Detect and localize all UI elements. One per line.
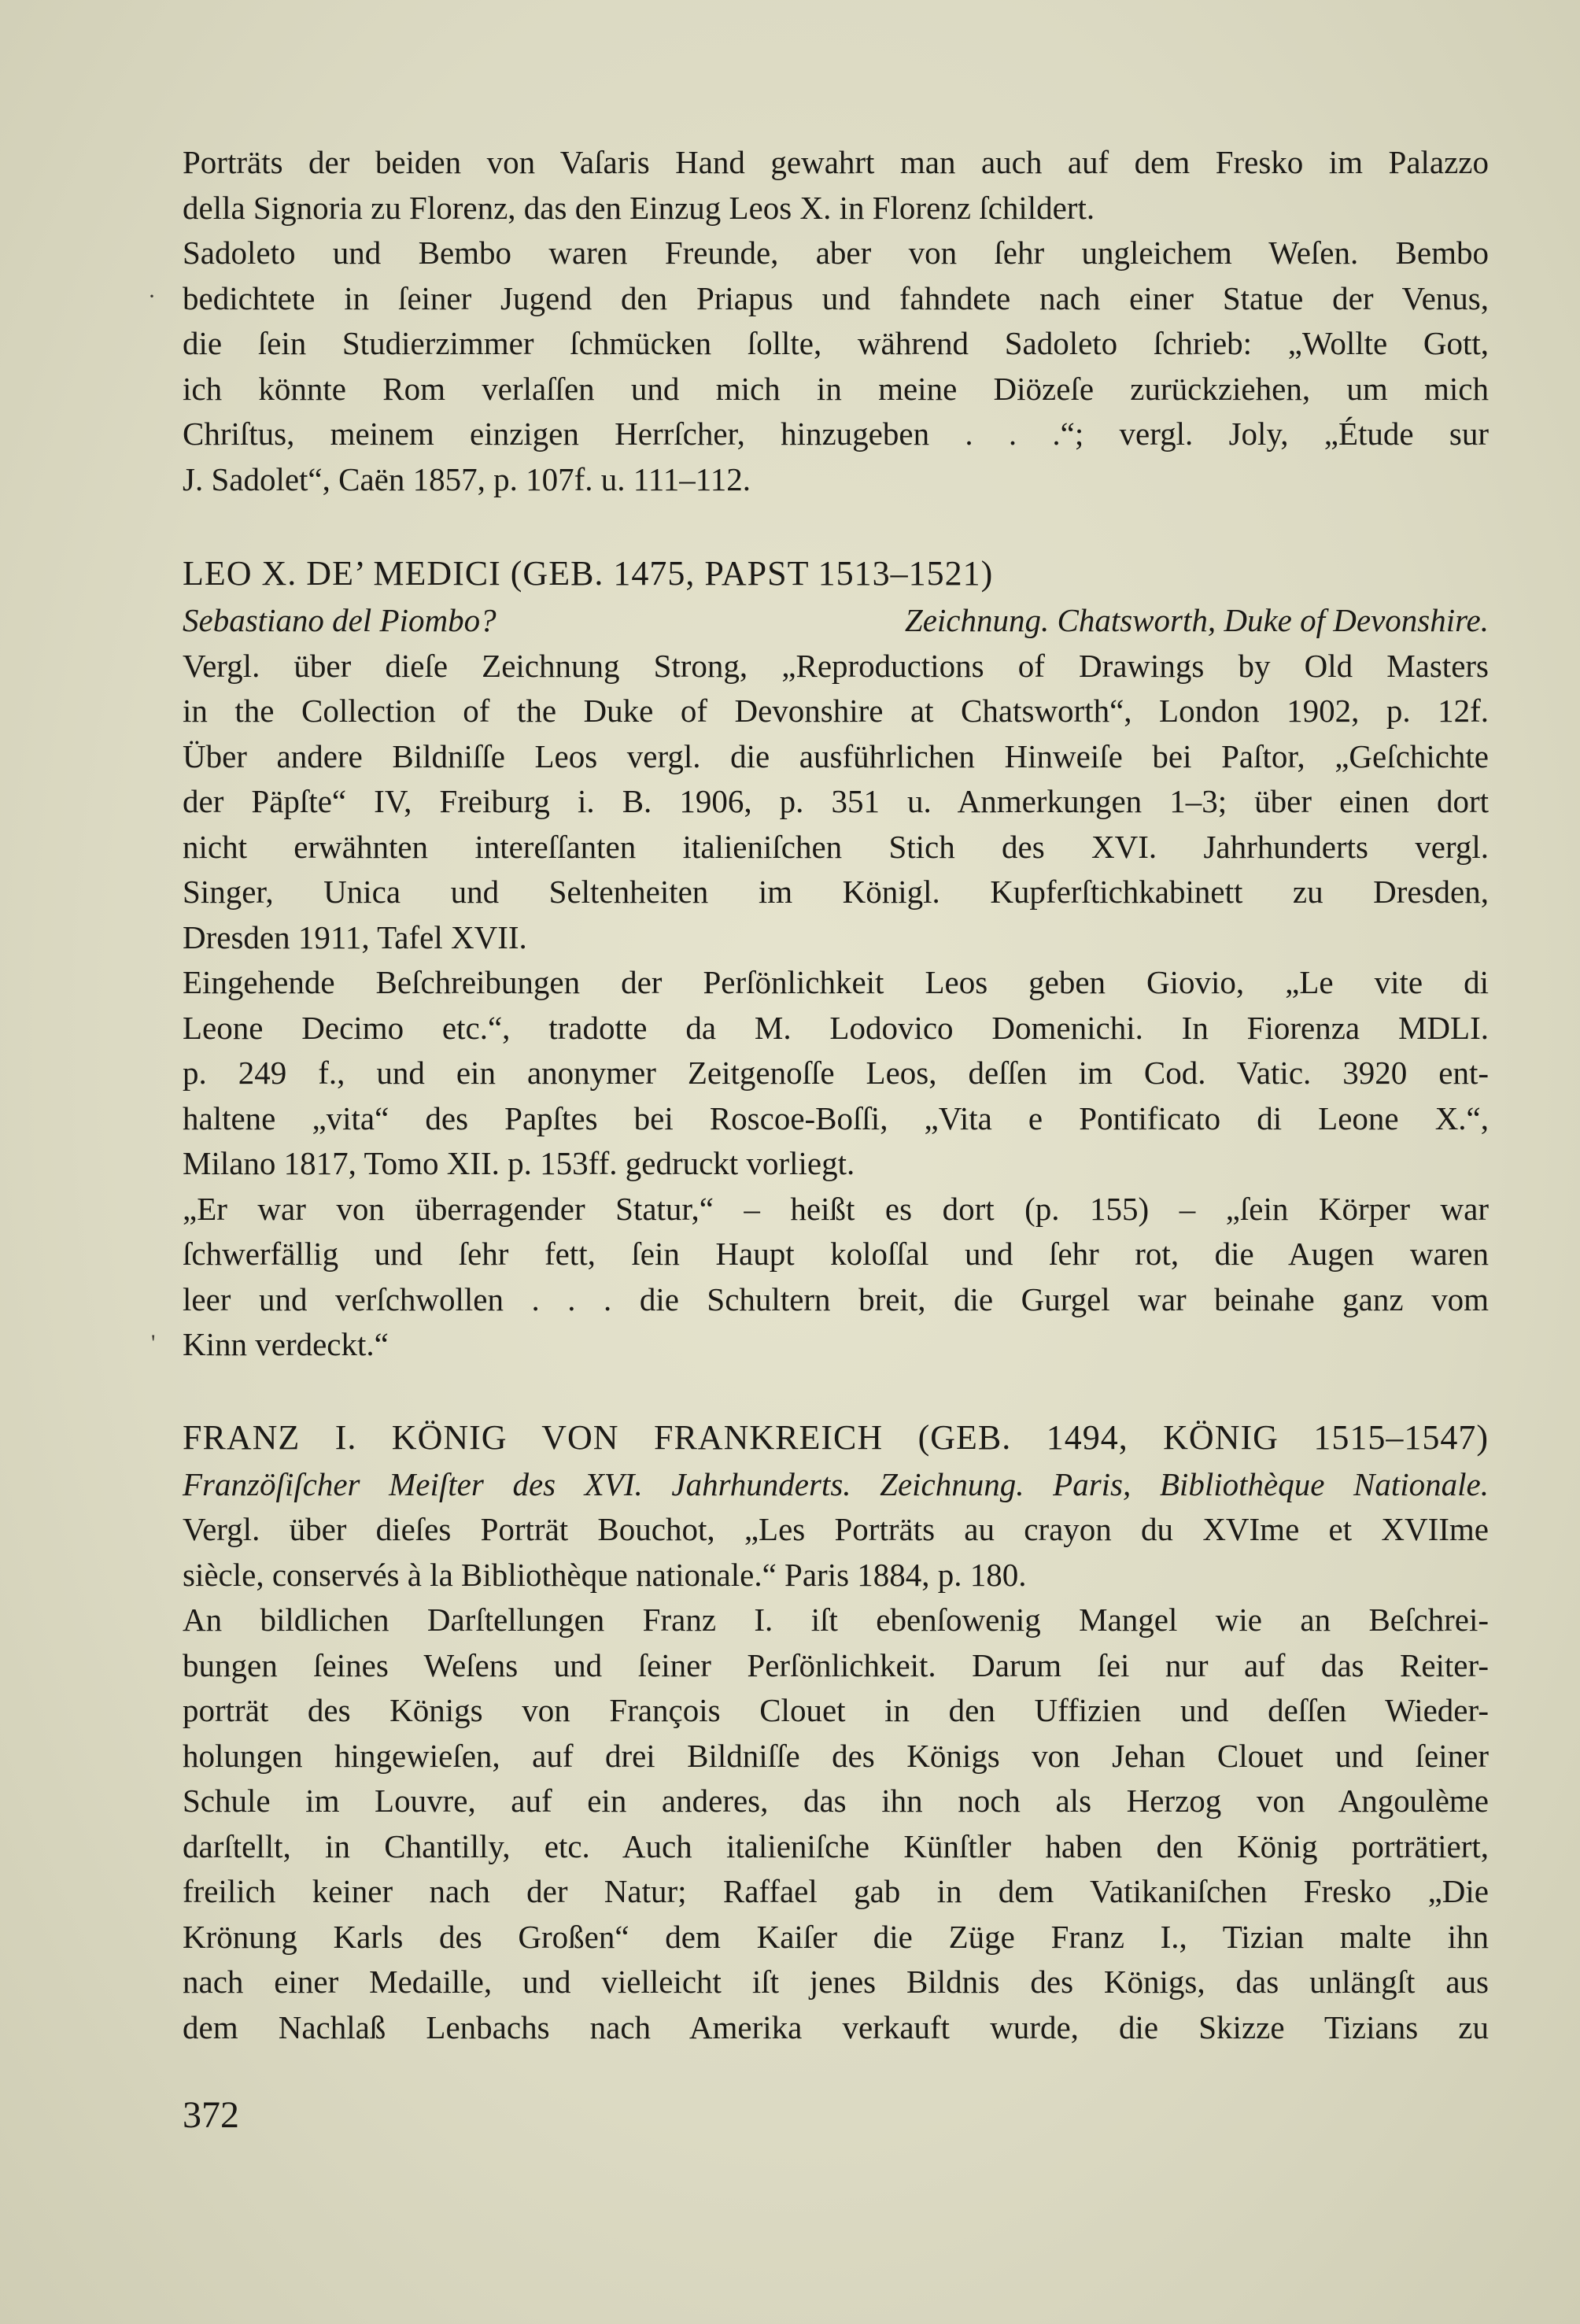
text-line: bedichtete in ſeiner Jugend den Priapus und fahndete nach einer Statue der Venus,: [183, 279, 1489, 316]
text-line: Kinn verdeckt.“: [183, 1326, 389, 1362]
artist-name: Sebastiano del Piombo?: [183, 602, 497, 638]
text-line: J. Sadolet“, Caën 1857, p. 107f. u. 111–112.: [183, 460, 751, 497]
text-line: haltene „vita“ des Papſtes bei Roscoe-Boſſi, „Vita e Pontificato di Leone X.“,: [183, 1099, 1489, 1136]
text-line: ich könnte Rom verlaſſen und mich in meine Diözeſe zurückziehen, um mich: [183, 370, 1489, 407]
text-line: nach einer Medaille, und vielleicht iſt jenes Bildnis des Königs, das unlängſt aus: [183, 1964, 1489, 2000]
sadoleto-paragraph: [183, 140, 1489, 502]
page-number: 372: [183, 2094, 239, 2136]
text-column: [183, 140, 1489, 2050]
text-line: leer und verſchwollen . . . die Schultern breit, die Gurgel war beinahe ganz vom: [183, 1280, 1489, 1317]
text-line: Singer, Unica und Seltenheiten im Königl. Kupferſtichkabinett zu Dresden,: [183, 874, 1489, 910]
text-line: Eingehende Beſchreibungen der Perſönlichkeit Leos geben Giovio, „Le vite di: [183, 964, 1489, 1000]
leo-section: [183, 551, 1489, 1368]
attribution-line-leo: [183, 598, 1489, 644]
source-location: Zeichnung. Chatsworth, Duke of Devonshire.: [904, 602, 1489, 638]
franz-section: [183, 1415, 1489, 2051]
text-line: darſtellt, in Chantilly, etc. Auch italieniſche Künſtler haben den König porträtiert,: [183, 1827, 1489, 1864]
text-line: bungen ſeines Weſens und ſeiner Perſönlichkeit. Darum ſei nur auf das Reiter-: [183, 1646, 1489, 1683]
text-line: Milano 1817, Tomo XII. p. 153ff. gedruckt vorliegt.: [183, 1145, 855, 1181]
section-heading-franz: FRANZ I. KÖNIG VON FRANKREICH (GEB. 1494, KÖNIG 1515–1547): [183, 1417, 1489, 1457]
text-line: die ſein Studierzimmer ſchmücken ſollte, während Sadoleto ſchrieb: „Wollte Gott,: [183, 325, 1489, 361]
text-line: Chriſtus, meinem einzigen Herrſcher, hinzugeben . . .“; vergl. Joly, „Étude sur: [183, 416, 1489, 452]
text-line: Krönung Karls des Großen“ dem Kaiſer die Züge Franz I., Tizian malte ihn: [183, 1918, 1489, 1955]
text-line: ſchwerfällig und ſehr fett, ſein Haupt koloſſal und ſehr rot, die Augen waren: [183, 1236, 1489, 1272]
text-line: „Er war von überragender Statur,“ – heißt es dort (p. 155) – „ſein Körper war: [183, 1190, 1489, 1227]
margin-speck: ·: [148, 283, 156, 309]
text-line: freilich keiner nach der Natur; Raffael gab in dem Vatikaniſchen Fresko „Die: [183, 1873, 1489, 1909]
attribution-line-franz: Franzöſiſcher Meiſter des XVI. Jahrhunderts. Zeichnung. Paris, Bibliothèque Nationale.: [183, 1465, 1489, 1502]
text-line: p. 249 f., und ein anonymer Zeitgenoſſe Leos, deſſen im Cod. Vatic. 3920 ent-: [183, 1055, 1489, 1091]
text-line: porträt des Königs von François Clouet in den Uffizien und deſſen Wieder-: [183, 1692, 1489, 1728]
text-line: holungen hingewieſen, auf drei Bildniſſe des Königs von Jehan Clouet und ſeiner: [183, 1737, 1489, 1774]
text-line: in the Collection of the Duke of Devonshire at Chatsworth“, London 1902, p. 12f.: [183, 693, 1489, 729]
text-line: dem Nachlaß Lenbachs nach Amerika verkauft wurde, die Skizze Tizians zu: [183, 2008, 1489, 2045]
text-line: Vergl. über dieſes Porträt Bouchot, „Les Porträts au crayon du XVIme et XVIIme: [183, 1511, 1489, 1547]
text-line: Über andere Bildniſſe Leos vergl. die ausführlichen Hinweiſe bei Paſtor, „Geſchichte: [183, 737, 1489, 774]
text-line: Dresden 1911, Tafel XVII.: [183, 918, 527, 955]
text-line: nicht erwähnten intereſſanten italieniſchen Stich des XVI. Jahrhunderts vergl.: [183, 828, 1489, 865]
text-line: Sadoleto und Bembo waren Freunde, aber von ſehr ungleichem Weſen. Bembo: [183, 235, 1489, 271]
margin-speck: ': [151, 1330, 156, 1356]
text-line: Vergl. über dieſe Zeichnung Strong, „Reproductions of Drawings by Old Masters: [183, 647, 1489, 684]
text-line: Schule im Louvre, auf ein anderes, das ihn noch als Herzog von Angoulème: [183, 1783, 1489, 1819]
text-line: della Signoria zu Florenz, das den Einzug Leos X. in Florenz ſchildert.: [183, 189, 1095, 226]
text-line: An bildlichen Darſtellungen Franz I. iſt ebenſowenig Mangel wie an Beſchrei-: [183, 1602, 1489, 1638]
text-line: Leone Decimo etc.“, tradotte da M. Lodovico Domenichi. In Fiorenza MDLI.: [183, 1009, 1489, 1046]
text-line: siècle, conservés à la Bibliothèque nationale.“ Paris 1884, p. 180.: [183, 1556, 1027, 1593]
text-line: der Päpſte“ IV, Freiburg i. B. 1906, p. 351 u. Anmerkungen 1–3; über einen dort: [183, 783, 1489, 819]
section-heading-leo: LEO X. DE’ MEDICI (GEB. 1475, PAPST 1513–1521): [183, 554, 994, 593]
text-line: Porträts der beiden von Vaſaris Hand gewahrt man auch auf dem Fresko im Palazzo: [183, 144, 1489, 180]
